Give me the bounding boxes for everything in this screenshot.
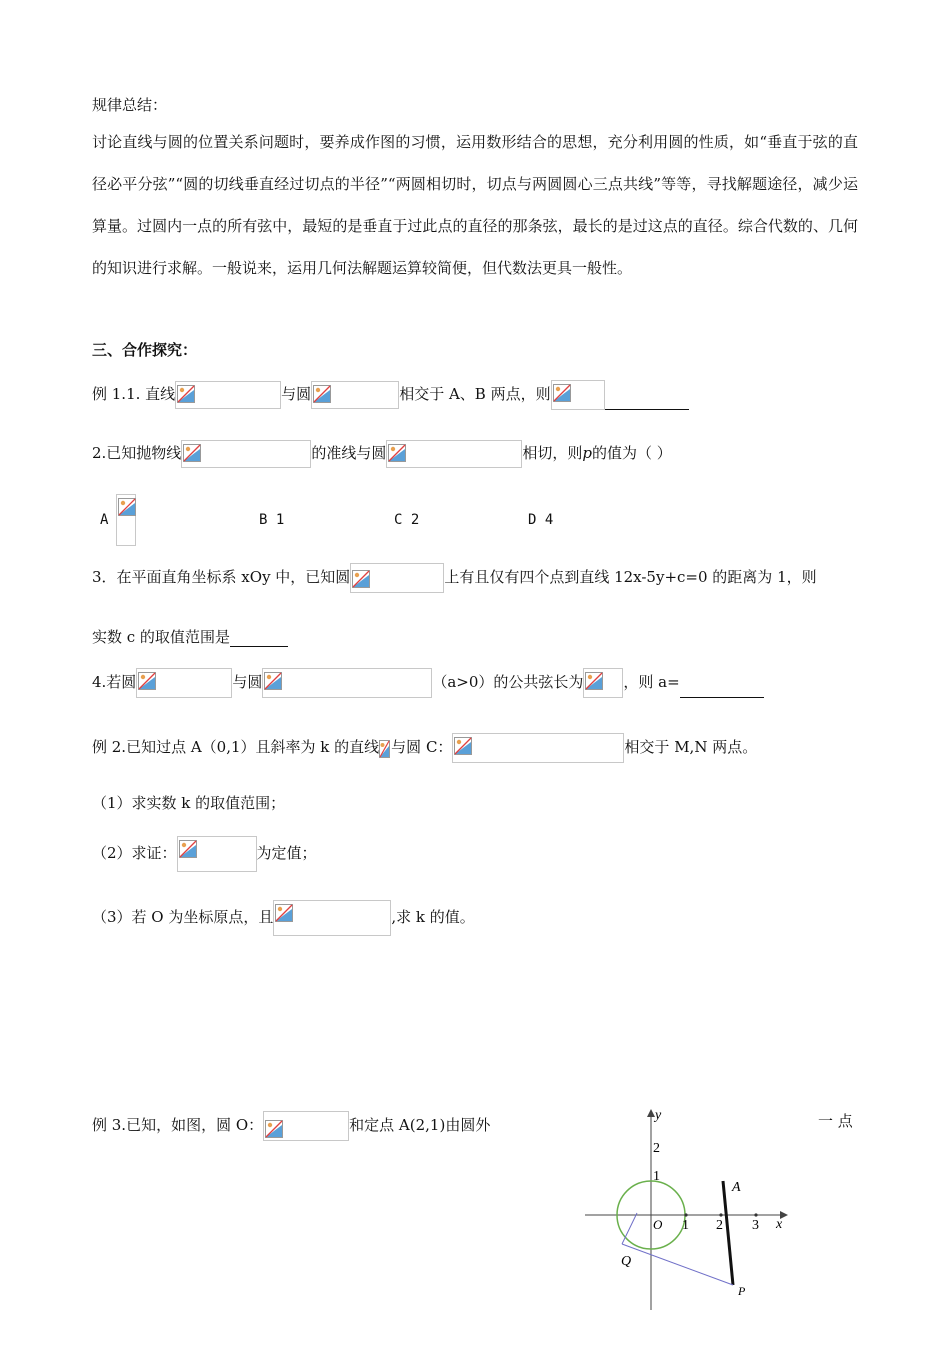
formula-image-placeholder xyxy=(311,381,399,409)
ex1-q3-text-c: 实数 c 的取值范围是 xyxy=(92,628,230,646)
line-through-a xyxy=(723,1181,733,1285)
formula-image-placeholder xyxy=(116,494,136,546)
ex2-s1: （1）求实数 k 的取值范围； xyxy=(92,794,286,812)
section-heading: 三、合作探究： xyxy=(92,341,198,359)
formula-image-placeholder xyxy=(181,440,311,468)
ex1-q2-text-b: 的准线与圆 xyxy=(311,444,387,462)
broken-image-icon xyxy=(118,498,136,516)
formula-image-placeholder xyxy=(551,380,605,410)
option-a xyxy=(100,512,108,528)
ex2-stem-text-c: 相交于 M,N 两点。 xyxy=(624,738,758,756)
ex1-q4-text-a: 4.若圆 xyxy=(92,673,137,691)
option-d: D 4 xyxy=(528,512,554,528)
ex1-q1-text-c: 相交于 A、B 两点，则 xyxy=(399,385,551,403)
formula-image-placeholder xyxy=(175,381,281,409)
ex1-q1-text-a: 例 1.1. 直线 xyxy=(92,385,176,403)
x-tick-2: 2 xyxy=(716,1218,723,1233)
ex3-stem-text-b: 和定点 A(2,1)由圆外 xyxy=(349,1116,491,1134)
ex2-s2-text-b: 为定值； xyxy=(256,844,317,862)
ex1-q1-text-b: 与圆 xyxy=(281,385,312,403)
y-axis-arrow xyxy=(647,1109,655,1117)
point-a-label: A xyxy=(732,1180,741,1195)
formula-image-placeholder xyxy=(386,440,522,468)
option-c: C 2 xyxy=(394,512,420,528)
broken-image-icon xyxy=(179,840,197,858)
ex2-stem-text-b: 与圆 C： xyxy=(391,738,453,756)
ex3-stem xyxy=(92,1111,490,1141)
ex1-q4 xyxy=(92,668,764,698)
ex1-q3-text-a: 3．在平面直角坐标系 xOy 中，已知圆 xyxy=(92,568,351,586)
ex2-stem xyxy=(92,733,757,763)
formula-image-placeholder xyxy=(350,563,444,593)
answer-blank xyxy=(680,697,764,698)
broken-image-icon xyxy=(388,444,406,462)
ex1-q4-text-c: （a>0）的公共弦长为 xyxy=(432,673,584,691)
origin-label: O xyxy=(653,1217,663,1232)
broken-image-icon xyxy=(585,672,603,690)
y-tick-2: 2 xyxy=(653,1141,660,1156)
ex2-stem-text-a: 例 2.已知过点 A（0,1）且斜率为 k 的直线 xyxy=(92,738,380,756)
formula-image-placeholder xyxy=(262,668,432,698)
formula-image-placeholder xyxy=(379,734,391,762)
formula-image-placeholder xyxy=(177,836,257,872)
ex1-q2-text-d: 的值为（ ） xyxy=(591,444,672,462)
tick-1 xyxy=(684,1213,687,1216)
ex1-q2 xyxy=(92,440,672,468)
x-label: x xyxy=(776,1217,783,1232)
formula-image-placeholder xyxy=(136,668,232,698)
broken-image-icon xyxy=(265,1120,283,1138)
ex1-q2-text-a: 2.已知抛物线 xyxy=(92,444,182,462)
broken-image-icon xyxy=(275,904,293,922)
point-p-label: P xyxy=(738,1284,746,1298)
ex1-q4-text-b: 与圆 xyxy=(232,673,263,691)
ex2-s2-text-a: （2）求证： xyxy=(92,844,177,862)
broken-image-icon xyxy=(313,385,331,403)
formula-image-placeholder xyxy=(583,668,623,698)
ex2-s3-text-b: ,求 k 的值。 xyxy=(391,908,475,926)
x-tick-1: 1 xyxy=(682,1218,689,1233)
broken-image-icon xyxy=(138,672,156,690)
segment-qp xyxy=(622,1244,733,1285)
broken-image-icon xyxy=(454,737,472,755)
x-tick-3: 3 xyxy=(752,1218,759,1233)
ex1-q2-var-p: p xyxy=(582,444,592,462)
segment-oq xyxy=(622,1213,637,1244)
answer-blank xyxy=(230,646,288,647)
point-q-label: Q xyxy=(621,1254,632,1269)
formula-image-placeholder xyxy=(452,733,624,763)
y-tick-1: 1 xyxy=(653,1169,660,1184)
ex1-q3-cont xyxy=(92,627,288,647)
ex3-stem-end: 一 点 xyxy=(818,1112,853,1130)
broken-image-icon xyxy=(352,570,370,588)
broken-image-icon xyxy=(264,672,282,690)
broken-image-icon xyxy=(183,444,201,462)
ex2-s3-text-a: （3）若 O 为坐标原点，且 xyxy=(92,908,274,926)
ex1-q3 xyxy=(92,563,817,593)
ex1-q4-text-d: ，则 a= xyxy=(623,673,680,691)
broken-image-icon xyxy=(177,385,195,403)
summary-paragraph: 讨论直线与圆的位置关系问题时，要养成作图的习惯，运用数形结合的思想，充分利用圆的性质，如“垂直于弦的直径必平分弦”“圆的切线垂直经过切点的半径”“两圆相切时，切点与两圆圆心三点共线”等等，寻找解题途径，减少运算量。过圆内一点的所有弦中，最短的是垂直于过此点的直径的那条弦，最长的是过这点的直径。综合代数的、几何的知识进行求解。一般说来，运用几何法解题运算较简便，但代数法更具一般性。 xyxy=(92,133,858,277)
option-a-label: A xyxy=(100,512,109,528)
coordinate-figure xyxy=(575,1105,800,1315)
broken-image-icon xyxy=(379,740,390,758)
option-b: B 1 xyxy=(259,512,285,528)
answer-blank xyxy=(605,409,689,410)
formula-image-placeholder xyxy=(263,1111,349,1141)
tick-2 xyxy=(719,1213,722,1216)
y-label: y xyxy=(655,1108,662,1123)
ex3-stem-text-a: 例 3.已知，如图，圆 O： xyxy=(92,1116,264,1134)
ex1-q1 xyxy=(92,380,689,410)
ex1-q3-text-b: 上有且仅有四个点到直线 12x-5y+c=0 的距离为 1，则 xyxy=(444,568,817,586)
ex2-s3 xyxy=(92,900,475,936)
ex1-q2-text-c: 相切，则 xyxy=(522,444,583,462)
summary-heading: 规律总结： xyxy=(92,96,168,114)
tick-3 xyxy=(754,1213,757,1216)
formula-image-placeholder xyxy=(273,900,391,936)
ex2-s2 xyxy=(92,836,317,872)
broken-image-icon xyxy=(553,384,571,402)
